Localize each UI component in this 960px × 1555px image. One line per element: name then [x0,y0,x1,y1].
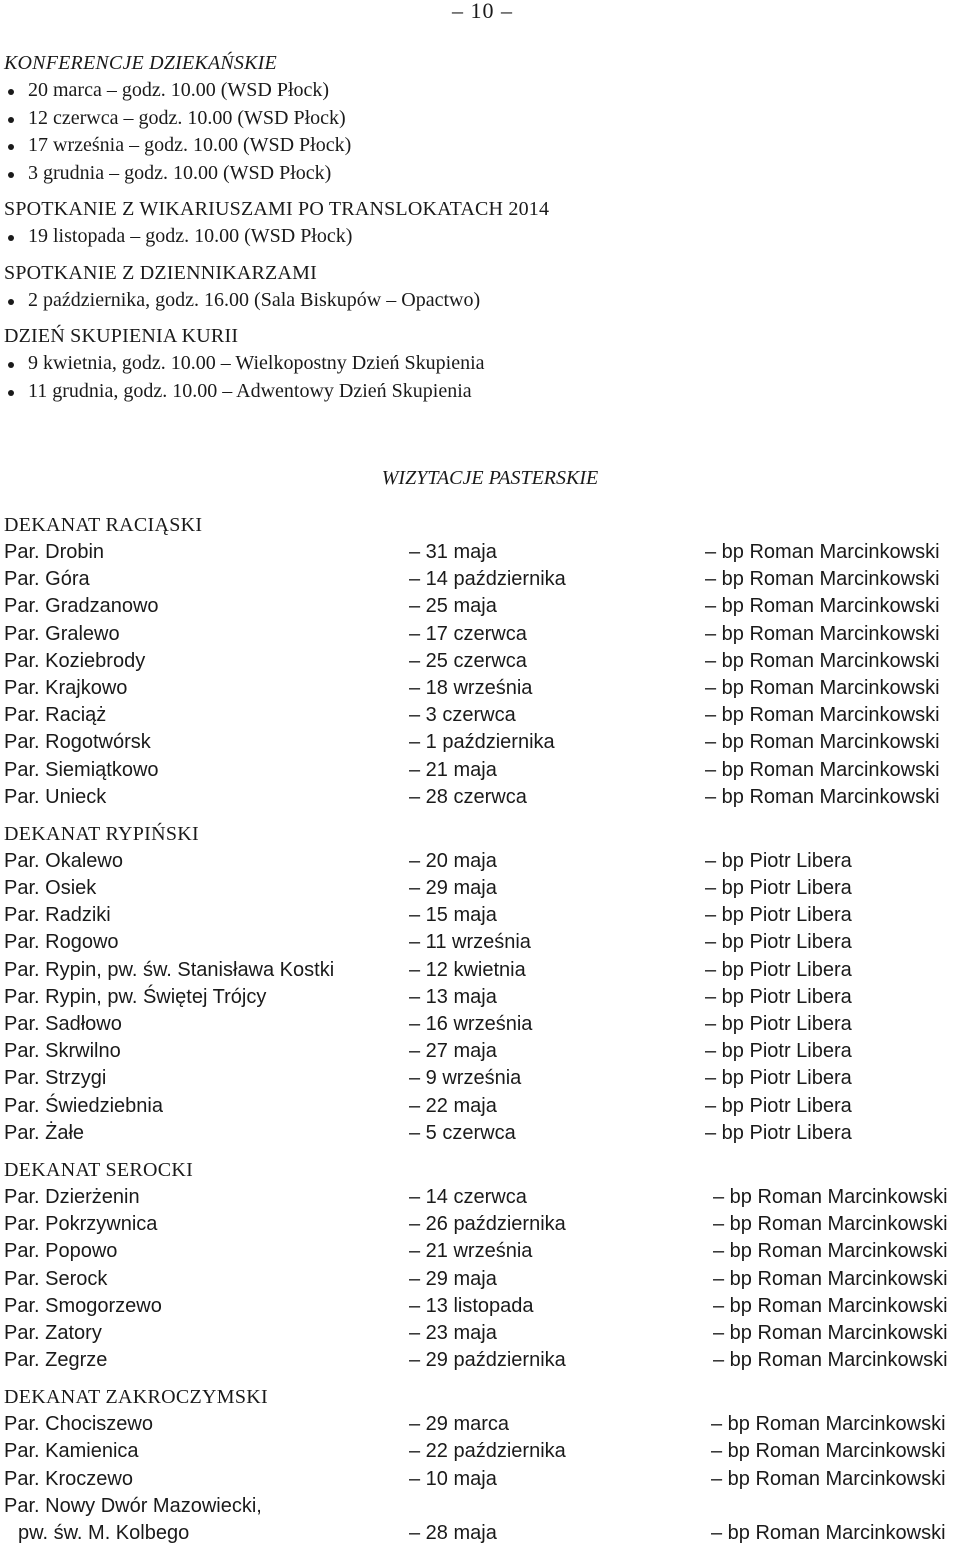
table-row [4,757,960,784]
table-row [4,957,960,984]
visit-date: – 28 czerwca [409,785,527,808]
parish-name: Par. Zegrze [4,1349,108,1372]
parish-name [4,1493,262,1547]
visit-date: – 20 maja [409,849,497,872]
bishop-name: – bp Roman Marcinkowski [711,1467,946,1490]
parish-name: Par. Zatory [4,1321,102,1344]
parish-name: Par. Sadłowo [4,1013,122,1035]
visit-date: – 12 kwietnia [409,958,526,981]
parish-name-line1: Par. Nowy Dwór Mazowiecki, [4,1494,262,1517]
pastoral-visits-title: WIZYTACJE PASTERSKIE [381,467,599,489]
list-item: 20 marca – godz. 10.00 (WSD Płock) [4,77,944,105]
bishop-name: – bp Roman Marcinkowski [713,1240,948,1263]
parish-name: Par. Raciąż [4,704,107,727]
section-heading-curia-retreat: DZIEŃ SKUPIENIA KURII [4,325,239,347]
bishop-name: – bp Piotr Libera [705,1067,852,1090]
bishop-name: – bp Roman Marcinkowski [713,1321,948,1344]
parish-name: Par. Siemiątkowo [4,758,159,781]
bishop-name: – bp Roman Marcinkowski [705,731,940,754]
parish-name: Par. Rypin, pw. Świętej Trójcy [4,985,267,1008]
bishop-name: – bp Roman Marcinkowski [713,1294,948,1317]
table-row [4,566,960,593]
curia-retreat-list [4,350,944,405]
table-row [4,1466,960,1493]
table-row [4,1293,960,1320]
visit-date: – 28 maja [409,1521,497,1544]
table-row [4,675,960,702]
table-row [4,1211,960,1238]
deanery-title: DEKANAT RACIĄSKI [4,514,203,536]
bishop-name: – bp Roman Marcinkowski [705,568,940,591]
table-row [4,1238,960,1265]
parish-name-line2: pw. św. M. Kolbego [18,1521,190,1544]
bishop-name: – bp Piotr Libera [705,849,852,872]
table-row [4,621,960,648]
list-item: 11 grudnia, godz. 10.00 – Adwentowy Dzień Skupienia [4,378,944,406]
visit-date: – 22 maja [409,1094,497,1117]
section-heading-vicars-meeting: SPOTKANIE Z WIKARIUSZAMI PO TRANSLOKATACH 2014 [4,198,550,220]
bishop-name: – bp Roman Marcinkowski [705,622,940,645]
vicars-meeting-list [4,223,944,251]
table-row [4,1120,960,1147]
table-row [4,1266,960,1293]
table-row [4,1493,960,1547]
pastoral-visits [4,511,960,1547]
bishop-name: – bp Roman Marcinkowski [705,649,940,672]
table-row [4,1438,960,1465]
visit-date: – 29 października [409,1349,566,1372]
deanery-title: DEKANAT RYPIŃSKI [4,822,200,845]
parish-name: Par. Gradzanowo [4,595,159,618]
table-row [4,539,960,566]
bishop-name: – bp Roman Marcinkowski [711,1413,946,1436]
bishop-name: – bp Roman Marcinkowski [713,1185,948,1208]
parish-name: Par. Drobin [4,541,105,563]
bishop-name: – bp Piotr Libera [705,904,852,927]
bishop-name: – bp Roman Marcinkowski [705,785,940,808]
parish-name: Par. Dzierżenin [4,1185,140,1208]
parish-name: Par. Chociszewo [4,1413,153,1436]
visit-date: – 14 października [409,568,566,591]
page-number: – 10 – [452,0,513,23]
list-item: 9 kwietnia, godz. 10.00 – Wielkopostny Dzień Skupienia [4,350,944,378]
bishop-name: – bp Roman Marcinkowski [711,1521,946,1544]
bishop-name: – bp Piotr Libera [705,1094,852,1117]
section-heading-deans-conferences: KONFERENCJE DZIEKAŃSKIE [4,52,277,74]
table-row [4,1038,960,1065]
deanery-title: DEKANAT ZAKROCZYMSKI [4,1386,268,1409]
visit-date: – 21 maja [409,758,497,781]
parish-name: Par. Rogowo [4,931,119,954]
table-row [4,729,960,756]
parish-name: Par. Krajkowo [4,676,128,699]
parish-name: Par. Koziebrody [4,649,146,672]
table-row [4,1347,960,1374]
bishop-name: – bp Roman Marcinkowski [705,758,940,781]
visit-date: – 13 maja [409,985,497,1008]
table-row [4,902,960,929]
bishop-name: – bp Roman Marcinkowski [705,595,940,618]
visit-date: – 16 września [409,1013,533,1035]
bishop-name: – bp Roman Marcinkowski [713,1267,948,1290]
visit-date: – 15 maja [409,904,497,927]
visit-date: – 14 czerwca [409,1185,527,1208]
visit-date: – 3 czerwca [409,704,516,727]
list-item: 3 grudnia – godz. 10.00 (WSD Płock) [4,160,944,188]
visit-date: – 31 maja [409,541,497,563]
bishop-name: – bp Piotr Libera [705,1040,852,1063]
table-row [4,984,960,1011]
visit-date: – 23 maja [409,1321,497,1344]
table-row [4,648,960,675]
section-heading-journalists-meeting: SPOTKANIE Z DZIENNIKARZAMI [4,261,317,284]
table-row [4,593,960,620]
bishop-name: – bp Piotr Libera [705,958,852,981]
list-item: 12 czerwca – godz. 10.00 (WSD Płock) [4,105,944,133]
visit-date: – 25 maja [409,595,497,618]
table-row [4,1065,960,1092]
bishop-name: – bp Piotr Libera [705,877,852,900]
parish-name: Par. Kroczewo [4,1467,133,1490]
visit-date: – 25 czerwca [409,649,527,672]
table-row [4,1093,960,1120]
parish-name: Par. Radziki [4,904,111,927]
list-item: 17 września – godz. 10.00 (WSD Płock) [4,132,944,160]
parish-name: Par. Strzygi [4,1067,107,1090]
visit-date: – 22 października [409,1440,566,1463]
visit-date: – 29 maja [409,1267,497,1290]
parish-name: Par. Okalewo [4,849,123,872]
parish-name: Par. Rogotwórsk [4,731,151,754]
visit-date: – 11 września [409,931,531,954]
deanery-title: DEKANAT SEROCKI [4,1158,194,1181]
parish-name: Par. Unieck [4,785,107,808]
bishop-name: – bp Roman Marcinkowski [713,1213,948,1236]
table-row [4,1320,960,1347]
table-row [4,1411,960,1438]
parish-name: Par. Rypin, pw. św. Stanisława Kostki [4,958,335,981]
table-row [4,848,960,875]
bishop-name: – bp Piotr Libera [705,985,852,1008]
table-row [4,702,960,729]
bishop-name: – bp Roman Marcinkowski [713,1349,948,1372]
bishop-name: – bp Piotr Libera [705,1013,852,1035]
visit-date: – 5 czerwca [409,1121,516,1144]
bishop-name: – bp Piotr Libera [705,931,852,954]
parish-name: Par. Świedziebnia [4,1094,163,1117]
list-item: 19 listopada – godz. 10.00 (WSD Płock) [4,223,944,251]
journalists-meeting-list [4,287,944,315]
deans-conferences-list [4,77,944,187]
parish-name: Par. Pokrzywnica [4,1213,158,1236]
visit-date: – 27 maja [409,1040,497,1063]
events-list [4,50,944,405]
visit-date: – 13 listopada [409,1294,534,1317]
visit-date: – 29 marca [409,1413,510,1436]
visit-date: – 29 maja [409,877,497,900]
table-row [4,1184,960,1211]
bishop-name: – bp Roman Marcinkowski [705,676,940,699]
table-row [4,1011,960,1038]
bishop-name: – bp Piotr Libera [705,1121,852,1144]
parish-name: Par. Smogorzewo [4,1294,162,1317]
parish-name: Par. Osiek [4,877,97,900]
visit-date: – 18 września [409,676,533,699]
bishop-name: – bp Roman Marcinkowski [705,704,940,727]
table-row [4,875,960,902]
parish-name: Par. Kamienica [4,1440,139,1463]
parish-name: Par. Żałe [4,1121,85,1144]
bishop-name: – bp Roman Marcinkowski [711,1440,946,1463]
table-row [4,784,960,811]
visit-date: – 9 września [409,1067,522,1090]
visit-date: – 26 października [409,1213,566,1236]
visit-date: – 17 czerwca [409,622,527,645]
visit-date: – 21 września [409,1240,533,1263]
parish-name: Par. Gralewo [4,622,120,645]
visit-date: – 10 maja [409,1467,497,1490]
table-row [4,929,960,956]
parish-name: Par. Popowo [4,1240,118,1263]
parish-name: Par. Skrwilno [4,1040,121,1063]
parish-name: Par. Góra [4,568,90,591]
visit-date: – 1 października [409,731,555,754]
parish-name: Par. Serock [4,1267,108,1290]
bishop-name: – bp Roman Marcinkowski [705,541,940,563]
list-item: 2 października, godz. 16.00 (Sala Biskupów – Opactwo) [4,287,944,315]
